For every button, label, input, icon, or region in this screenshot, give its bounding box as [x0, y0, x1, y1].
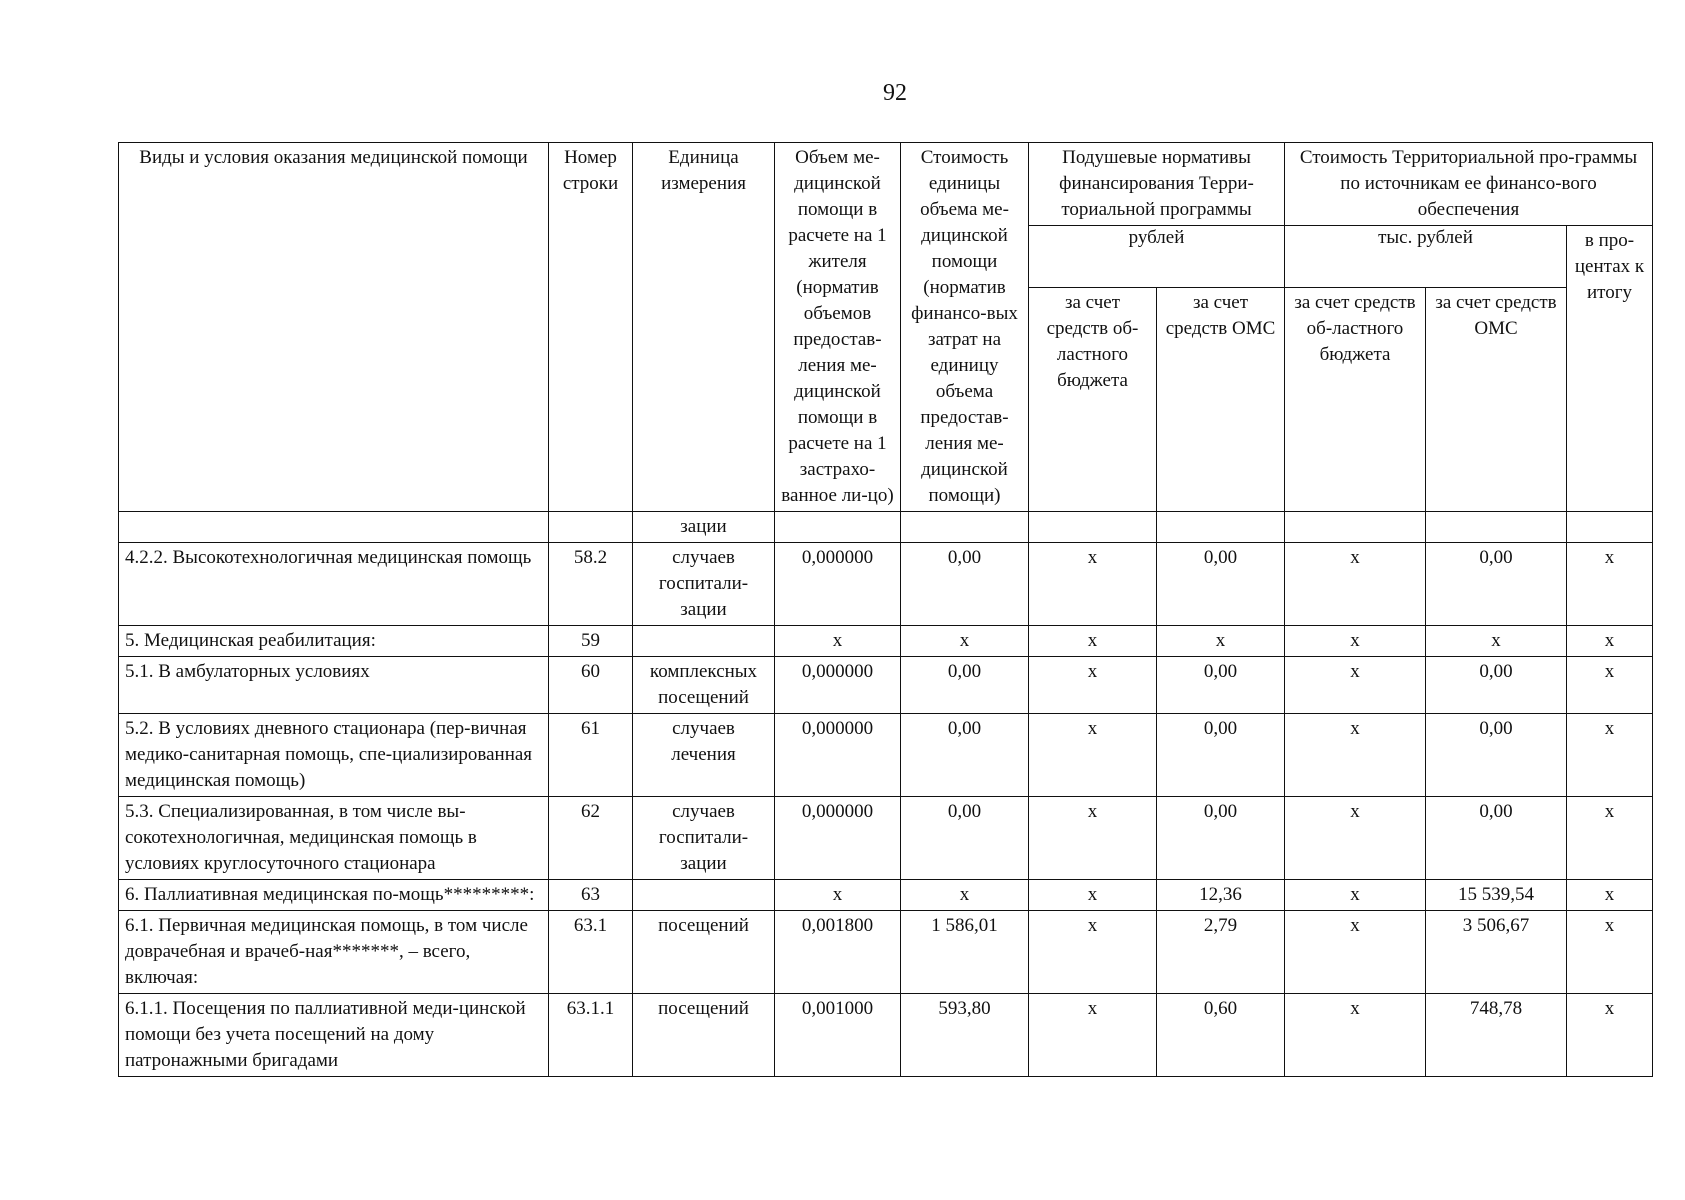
cell-empty	[775, 512, 901, 543]
financing-table	[118, 142, 1653, 1077]
header-volume: Объем ме-дицинской помощи в расчете на 1 жителя (норматив объемов предостав-ления ме-дицинской помощи в расчете на 1 застрахо-ванное ли-цо)	[775, 143, 901, 512]
header-program-cost-unit: тыс. рублей	[1285, 226, 1567, 288]
cell-tc-budget: х	[1285, 714, 1426, 797]
cell-cost: 0,00	[901, 657, 1029, 714]
cell-pc-budget: х	[1029, 657, 1157, 714]
cell-pc-oms: х	[1157, 626, 1285, 657]
cell-pc-budget: х	[1029, 797, 1157, 880]
page-number: 92	[883, 80, 907, 106]
cell-tc-oms: 0,00	[1426, 714, 1567, 797]
cell-name: 6. Паллиативная медицинская по-мощь*********:	[119, 880, 549, 911]
cell-unit: посещений	[633, 911, 775, 994]
cell-percent: х	[1567, 911, 1653, 994]
cell-empty	[549, 512, 633, 543]
table-row	[119, 626, 1653, 657]
cell-pc-oms: 0,00	[1157, 714, 1285, 797]
cell-pc-budget: х	[1029, 714, 1157, 797]
header-tc-budget: за счет средств об-ластного бюджета	[1285, 288, 1426, 512]
cell-name: 5.2. В условиях дневного стационара (пер-вичная медико-санитарная помощь, спе-циализированная медицинская помощь)	[119, 714, 549, 797]
header-kind: Виды и условия оказания медицинской помощи	[119, 143, 549, 512]
header-line-number: Номер строки	[549, 143, 633, 512]
cell-volume: 0,000000	[775, 657, 901, 714]
header-row-1	[119, 143, 1653, 226]
cell-volume: 0,000000	[775, 714, 901, 797]
cell-percent: х	[1567, 797, 1653, 880]
continuation-row	[119, 512, 1653, 543]
cell-pc-oms: 2,79	[1157, 911, 1285, 994]
cell-tc-budget: х	[1285, 994, 1426, 1077]
cell-line: 59	[549, 626, 633, 657]
cell-name: 6.1.1. Посещения по паллиативной меди-цинской помощи без учета посещений на дому патронажными бригадами	[119, 994, 549, 1077]
header-tc-oms: за счет средств ОМС	[1426, 288, 1567, 512]
table-row	[119, 911, 1653, 994]
cell-tc-budget: х	[1285, 543, 1426, 626]
cell-empty	[1567, 512, 1653, 543]
cell-line: 60	[549, 657, 633, 714]
cell-percent: х	[1567, 994, 1653, 1077]
cell-volume: 0,000000	[775, 797, 901, 880]
cell-volume: х	[775, 626, 901, 657]
cell-volume: 0,001000	[775, 994, 901, 1077]
cell-line: 62	[549, 797, 633, 880]
cell-line: 63	[549, 880, 633, 911]
cell-pc-oms: 0,00	[1157, 657, 1285, 714]
cell-volume: 0,001800	[775, 911, 901, 994]
cell-unit: случаев госпитали-зации	[633, 797, 775, 880]
cell-tc-oms: 3 506,67	[1426, 911, 1567, 994]
table-row	[119, 880, 1653, 911]
cell-pc-oms: 0,00	[1157, 543, 1285, 626]
header-unit-cost: Стоимость единицы объема ме-дицинской помощи (норматив финансо-вых затрат на единицу объема предостав-ления ме-дицинской помощи)	[901, 143, 1029, 512]
cell-cost: х	[901, 880, 1029, 911]
cell-empty	[1029, 512, 1157, 543]
cell-pc-budget: х	[1029, 994, 1157, 1077]
cell-empty	[119, 512, 549, 543]
cell-unit: зации	[633, 512, 775, 543]
cell-line: 63.1.1	[549, 994, 633, 1077]
cell-percent: х	[1567, 714, 1653, 797]
cell-tc-oms: х	[1426, 626, 1567, 657]
cell-volume: х	[775, 880, 901, 911]
cell-tc-budget: х	[1285, 880, 1426, 911]
cell-unit	[633, 880, 775, 911]
cell-percent: х	[1567, 880, 1653, 911]
cell-empty	[1285, 512, 1426, 543]
cell-empty	[901, 512, 1029, 543]
cell-unit: случаев лечения	[633, 714, 775, 797]
cell-unit	[633, 626, 775, 657]
cell-percent: х	[1567, 657, 1653, 714]
cell-pc-oms: 12,36	[1157, 880, 1285, 911]
table-row	[119, 657, 1653, 714]
header-program-cost: Стоимость Территориальной про-граммы по источникам ее финансо-вого обеспечения	[1285, 143, 1653, 226]
cell-tc-budget: х	[1285, 657, 1426, 714]
header-unit: Единица измерения	[633, 143, 775, 512]
cell-tc-budget: х	[1285, 911, 1426, 994]
cell-volume: 0,000000	[775, 543, 901, 626]
cell-tc-budget: х	[1285, 626, 1426, 657]
cell-line: 61	[549, 714, 633, 797]
cell-cost: 0,00	[901, 714, 1029, 797]
cell-tc-oms: 748,78	[1426, 994, 1567, 1077]
cell-unit: случаев госпитали-зации	[633, 543, 775, 626]
cell-cost: 0,00	[901, 543, 1029, 626]
cell-cost: 1 586,01	[901, 911, 1029, 994]
cell-cost: х	[901, 626, 1029, 657]
cell-line: 63.1	[549, 911, 633, 994]
cell-cost: 593,80	[901, 994, 1029, 1077]
table-row	[119, 714, 1653, 797]
cell-name: 4.2.2. Высокотехнологичная медицинская помощь	[119, 543, 549, 626]
cell-line: 58.2	[549, 543, 633, 626]
header-pc-oms: за счет средств ОМС	[1157, 288, 1285, 512]
table-row	[119, 543, 1653, 626]
cell-name: 6.1. Первичная медицинская помощь, в том числе доврачебная и врачеб-ная*******, – всего, включая:	[119, 911, 549, 994]
cell-cost: 0,00	[901, 797, 1029, 880]
cell-pc-oms: 0,60	[1157, 994, 1285, 1077]
header-pc-budget: за счет средств об-ластного бюджета	[1029, 288, 1157, 512]
cell-name: 5. Медицинская реабилитация:	[119, 626, 549, 657]
cell-tc-oms: 0,00	[1426, 543, 1567, 626]
cell-pc-budget: х	[1029, 543, 1157, 626]
table-row	[119, 797, 1653, 880]
header-percent: в про-центах к итогу	[1567, 226, 1653, 512]
cell-tc-oms: 0,00	[1426, 657, 1567, 714]
cell-tc-oms: 0,00	[1426, 797, 1567, 880]
cell-name: 5.3. Специализированная, в том числе вы-сокотехнологичная, медицинская помощь в условиях круглосуточного стационара	[119, 797, 549, 880]
cell-percent: х	[1567, 543, 1653, 626]
cell-pc-budget: х	[1029, 911, 1157, 994]
cell-unit: комплексных посещений	[633, 657, 775, 714]
cell-name: 5.1. В амбулаторных условиях	[119, 657, 549, 714]
header-per-capita: Подушевые нормативы финансирования Терри-ториальной программы	[1029, 143, 1285, 226]
cell-pc-budget: х	[1029, 626, 1157, 657]
table-row	[119, 994, 1653, 1077]
cell-pc-oms: 0,00	[1157, 797, 1285, 880]
cell-percent: х	[1567, 626, 1653, 657]
cell-empty	[1157, 512, 1285, 543]
cell-pc-budget: х	[1029, 880, 1157, 911]
cell-unit: посещений	[633, 994, 775, 1077]
header-per-capita-unit: рублей	[1029, 226, 1285, 288]
cell-tc-budget: х	[1285, 797, 1426, 880]
cell-tc-oms: 15 539,54	[1426, 880, 1567, 911]
cell-empty	[1426, 512, 1567, 543]
